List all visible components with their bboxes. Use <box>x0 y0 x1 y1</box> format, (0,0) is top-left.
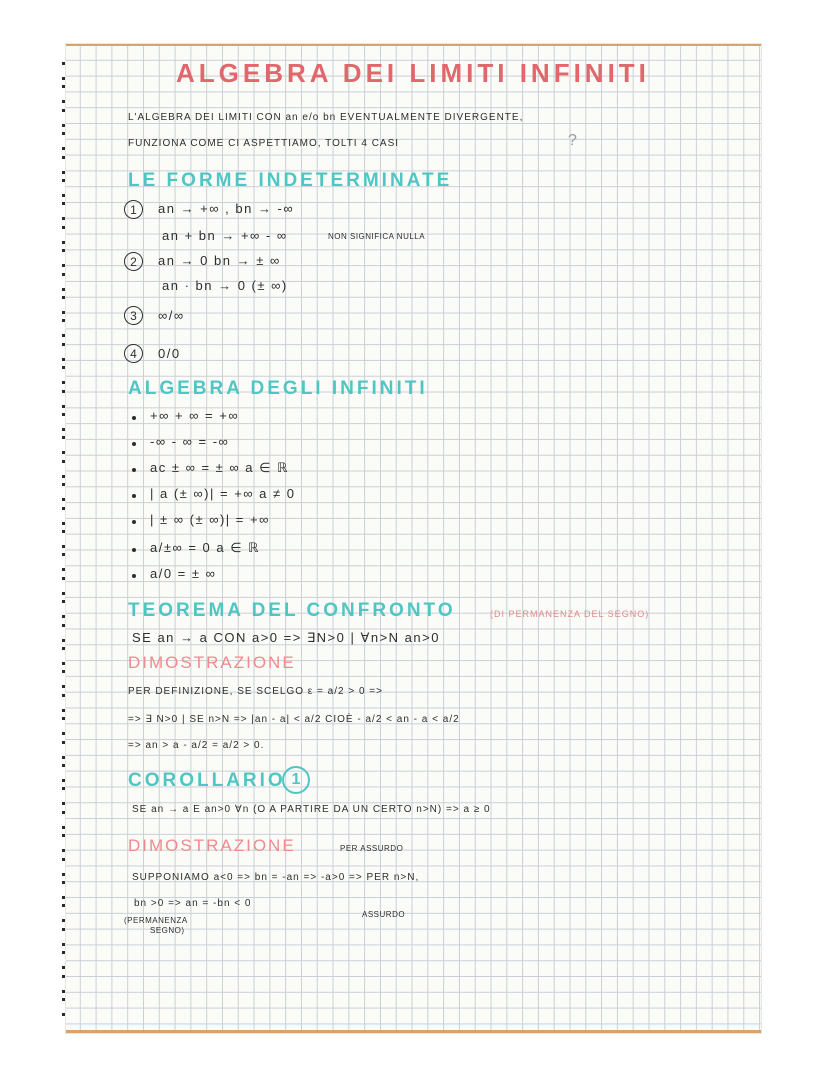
dim2-line-2: bn >0 => an = -bn < 0 <box>134 898 252 909</box>
bullet <box>132 548 136 552</box>
dimostrazione-1-title: DIMOSTRAZIONE <box>128 653 296 672</box>
question-mark: ? <box>568 132 579 149</box>
forma-2-line-1: an → 0 bn → ± ∞ <box>158 253 281 268</box>
forma-4: 0/0 <box>158 346 181 361</box>
dim1-line-2: => ∃ N>0 | SE n>N => |an - a| < a/2 CIOÈ - a/2 < an - a < a/2 <box>128 714 460 725</box>
intro-line-2: FUNZIONA COME CI ASPETTIAMO, TOLTI 4 CASI <box>128 138 400 149</box>
dimostrazione-2-title: DIMOSTRAZIONE <box>128 836 296 855</box>
corollario-statement: SE an → a E an>0 ∀n (O A PARTIRE DA UN CERTO n>N) => a ≥ 0 <box>132 804 491 815</box>
corollario-number: 1 <box>282 766 310 794</box>
bullet <box>132 520 136 524</box>
algebra-rule-3: ac ± ∞ = ± ∞ a ∈ ℝ <box>150 460 289 475</box>
bullet <box>132 494 136 498</box>
teorema-statement: SE an → a CON a>0 => ∃N>0 | ∀n>N an>0 <box>132 630 440 645</box>
forma-1-note: NON SIGNIFICA NULLA <box>328 232 426 241</box>
item-number-4: 4 <box>124 344 143 363</box>
dim2-side-note-2: SEGNO) <box>150 926 185 935</box>
teorema-note: (DI PERMANENZA DEL SEGNO) <box>490 609 650 619</box>
item-number-2: 2 <box>124 252 143 271</box>
dim2-note: PER ASSURDO <box>340 844 404 853</box>
algebra-rule-7: a/0 = ± ∞ <box>150 566 217 581</box>
notebook-page <box>66 44 761 1033</box>
intro-line-1: L'ALGEBRA DEI LIMITI CON an e/o bn EVENTUALMENTE DIVERGENTE, <box>128 112 524 123</box>
bullet <box>132 574 136 578</box>
forma-1-line-2: an + bn → +∞ - ∞ <box>162 228 288 243</box>
dim2-line-1: SUPPONIAMO a<0 => bn = -an => -a>0 => PER n>N, <box>132 872 420 883</box>
forma-3: ∞/∞ <box>158 308 185 323</box>
section-forme-title: LE FORME INDETERMINATE <box>128 170 453 191</box>
bullet <box>132 468 136 472</box>
forma-2-line-2: an · bn → 0 (± ∞) <box>162 278 288 293</box>
item-number-1: 1 <box>124 200 143 219</box>
page-title: ALGEBRA DEI LIMITI INFINITI <box>176 58 650 88</box>
item-number-3: 3 <box>124 306 143 325</box>
section-algebra-title: ALGEBRA DEGLI INFINITI <box>128 378 428 399</box>
forma-1-line-1: an → +∞ , bn → -∞ <box>158 201 295 216</box>
algebra-rule-5: | ± ∞ (± ∞)| = +∞ <box>150 512 270 527</box>
section-corollario-title: COROLLARIO <box>128 770 286 791</box>
dim1-line-3: => an > a - a/2 = a/2 > 0. <box>128 740 265 751</box>
bullet <box>132 416 136 420</box>
algebra-rule-1: +∞ + ∞ = +∞ <box>150 408 240 423</box>
dim2-absurd: ASSURDO <box>362 910 406 919</box>
dim1-line-1: PER DEFINIZIONE, SE SCELGO ε = a/2 > 0 => <box>128 686 383 697</box>
algebra-rule-6: a/±∞ = 0 a ∈ ℝ <box>150 540 260 555</box>
dim2-side-note-1: (PERMANENZA <box>124 916 188 925</box>
bullet <box>132 442 136 446</box>
algebra-rule-2: -∞ - ∞ = -∞ <box>150 434 230 449</box>
algebra-rule-4: | a (± ∞)| = +∞ a ≠ 0 <box>150 486 296 501</box>
section-teorema-title: TEOREMA DEL CONFRONTO <box>128 600 456 621</box>
